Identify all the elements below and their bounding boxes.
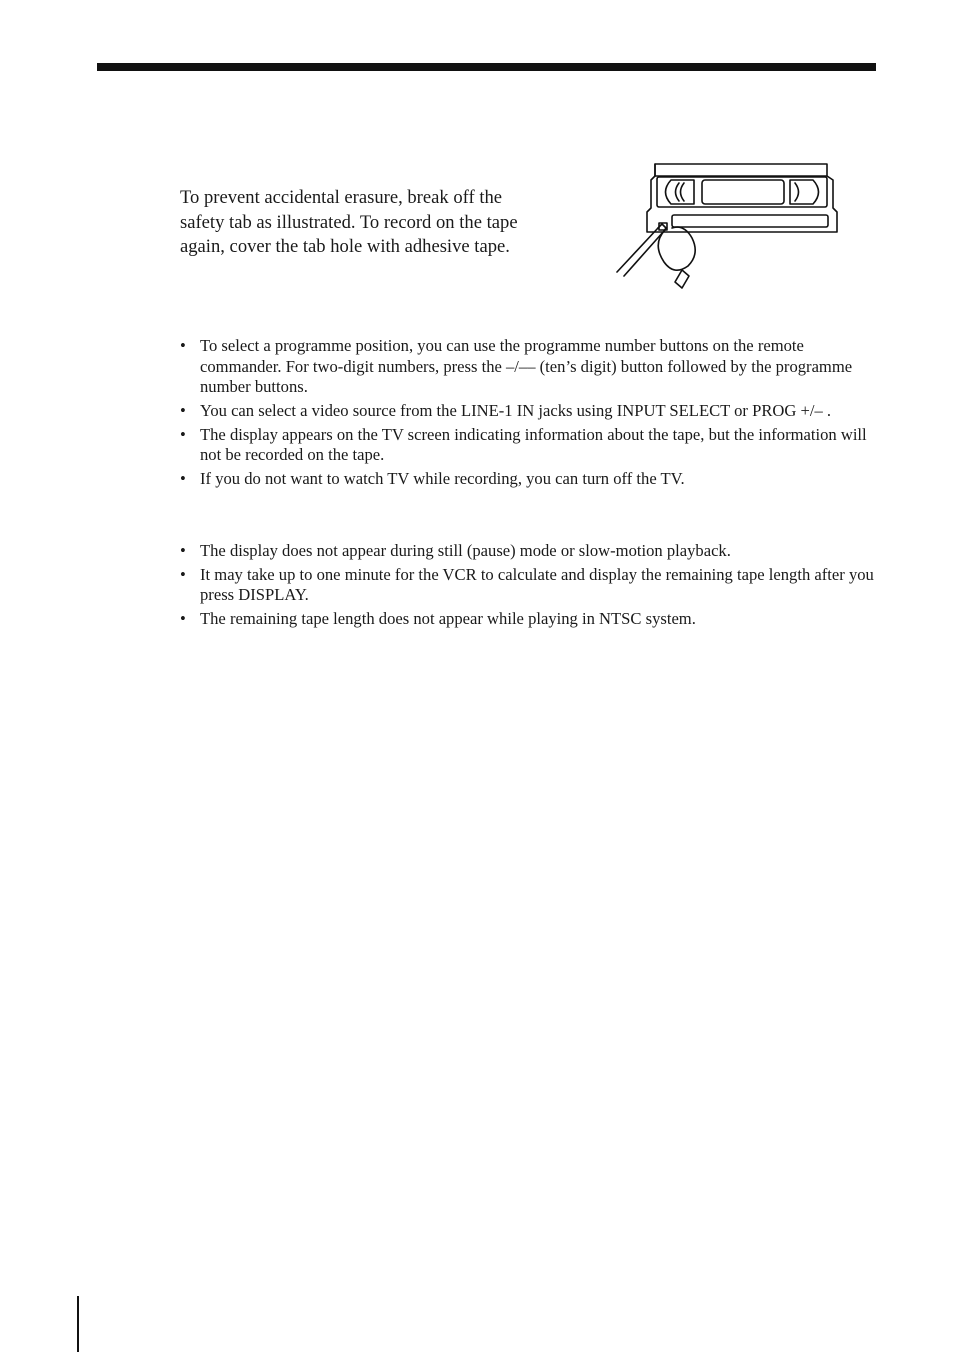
notes-list xyxy=(180,541,880,633)
tip-item: • You can select a video source from the LINE-1 IN jacks using INPUT SELECT or PROG +/– . xyxy=(180,401,880,422)
margin-rule xyxy=(77,1296,79,1352)
tip-item: • The display appears on the TV screen indicating information about the tape, but the information will not be recorded on the tape. xyxy=(180,425,880,466)
note-item: • It may take up to one minute for the VCR to calculate and display the remaining tape length after you press DISPLAY. xyxy=(180,565,880,606)
note-item: • The display does not appear during still (pause) mode or slow-motion playback. xyxy=(180,541,880,562)
tips-list xyxy=(180,336,880,493)
protect-line: again, cover the tab hole with adhesive tape. xyxy=(180,236,510,257)
protect-line: To prevent accidental erasure, break off the xyxy=(180,187,503,208)
protect-line: safety tab as illustrated. To record on the tape xyxy=(180,211,518,233)
note-item: • The remaining tape length does not appear while playing in NTSC system. xyxy=(180,609,880,630)
tip-item: • If you do not want to watch TV while recording, you can turn off the TV. xyxy=(180,469,880,490)
erasure-protection-text xyxy=(180,186,620,260)
tip-item: • To select a programme position, you can use the programme number buttons on the remote commander. For two-digit numbers, press the –/–– (ten’s digit) button followed by the programme number buttons. xyxy=(180,336,880,398)
vhs-cassette-safety-tab-icon xyxy=(612,158,844,294)
header-rule xyxy=(97,63,876,71)
